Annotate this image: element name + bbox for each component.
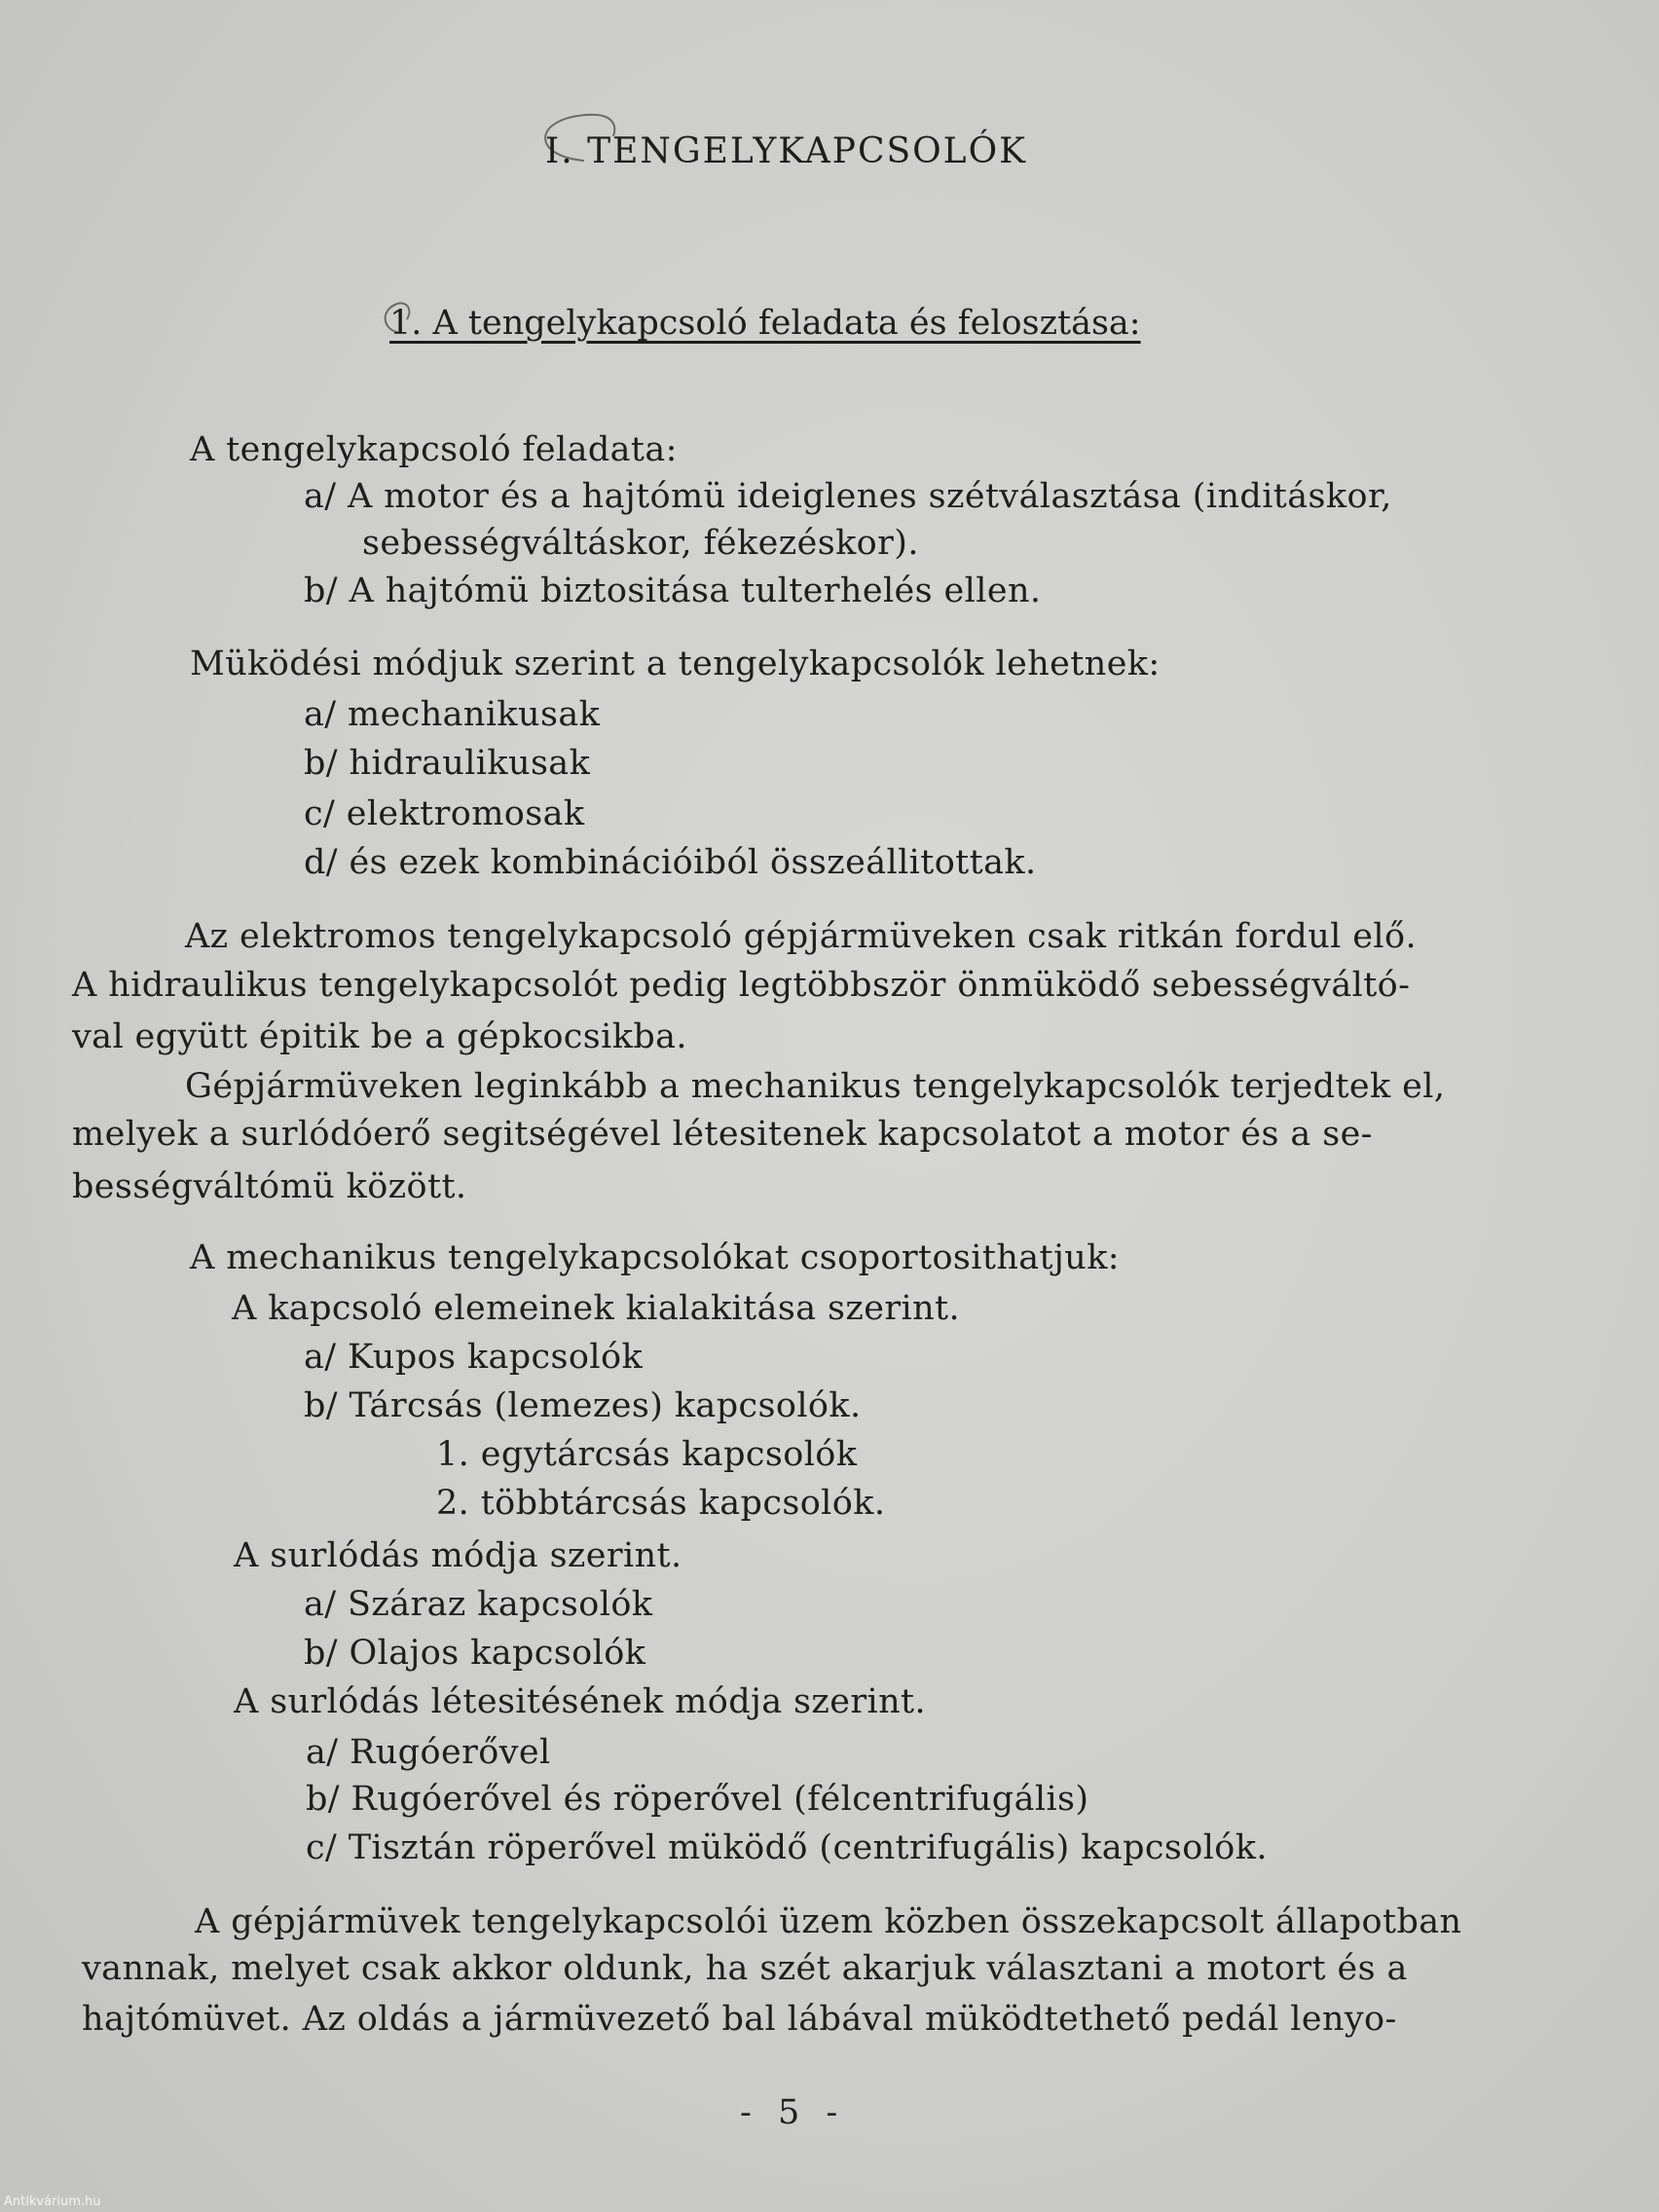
watermark: Antikvárium.hu (4, 2194, 101, 2209)
text-line: A surlódás módja szerint. (234, 1536, 682, 1575)
text-line: 2. többtárcsás kapcsolók. (436, 1484, 886, 1523)
text-line: melyek a surlódóerő segitségével létesitenek kapcsolatot a motor és a se- (72, 1115, 1373, 1154)
text-line: hajtómüvet. Az oldás a jármüvezető bal lábával müködtethető pedál lenyo- (82, 2000, 1397, 2039)
text-line: b/ Tárcsás (lemezes) kapcsolók. (304, 1386, 862, 1425)
text-line: A kapcsoló elemeinek kialakitása szerint. (232, 1289, 960, 1328)
text-line: c/ elektromosak (304, 794, 585, 833)
text-line: b/ hidraulikusak (304, 744, 591, 783)
text-line: a/ Száraz kapcsolók (304, 1585, 653, 1624)
chapter-title: I. TENGELYKAPCSOLÓK (545, 131, 1027, 171)
text-line: Az elektromos tengelykapcsoló gépjármüveken csak ritkán fordul elő. (185, 917, 1417, 956)
text-line: val együtt épitik be a gépkocsikba. (72, 1017, 687, 1056)
text-line: A gépjármüvek tengelykapcsolói üzem közben összekapcsolt állapotban (195, 1902, 1462, 1941)
text-line: d/ és ezek kombinációiból összeállitottak. (304, 843, 1037, 882)
text-line: a/ mechanikusak (304, 695, 601, 734)
text-line: c/ Tisztán röperővel müködő (centrifugális) kapcsolók. (306, 1828, 1268, 1867)
text-line: a/ A motor és a hajtómü ideiglenes szétválasztása (inditáskor, (304, 477, 1392, 516)
text-line: Gépjármüveken leginkább a mechanikus tengelykapcsolók terjedtek el, (185, 1067, 1446, 1106)
text-line: sebességváltáskor, fékezéskor). (362, 524, 919, 563)
text-line: b/ Olajos kapcsolók (304, 1634, 646, 1673)
text-line: a/ Rugóerővel (306, 1733, 551, 1772)
text-line: A tengelykapcsoló feladata: (190, 430, 678, 469)
text-line: b/ A hajtómü biztositása tulterhelés ellen. (304, 571, 1042, 610)
text-line: b/ Rugóerővel és röperővel (félcentrifugális) (306, 1780, 1089, 1819)
text-line: A surlódás létesitésének módja szerint. (234, 1682, 927, 1721)
text-line: vannak, melyet csak akkor oldunk, ha szét akarjuk választani a motort és a (82, 1949, 1408, 1988)
page-number: - 5 - (740, 2093, 846, 2132)
text-line: a/ Kupos kapcsolók (304, 1338, 644, 1377)
text-line: Müködési módjuk szerint a tengelykapcsolók lehetnek: (190, 645, 1161, 683)
text-line: A mechanikus tengelykapcsolókat csoportosithatjuk: (190, 1238, 1121, 1277)
section-heading: 1. A tengelykapcsoló feladata és felosztása: (389, 304, 1141, 343)
text-line: A hidraulikus tengelykapcsolót pedig legtöbbször önmüködő sebességváltó- (72, 966, 1411, 1005)
text-line: bességváltómü között. (72, 1167, 467, 1206)
text-line: 1. egytárcsás kapcsolók (436, 1435, 858, 1474)
